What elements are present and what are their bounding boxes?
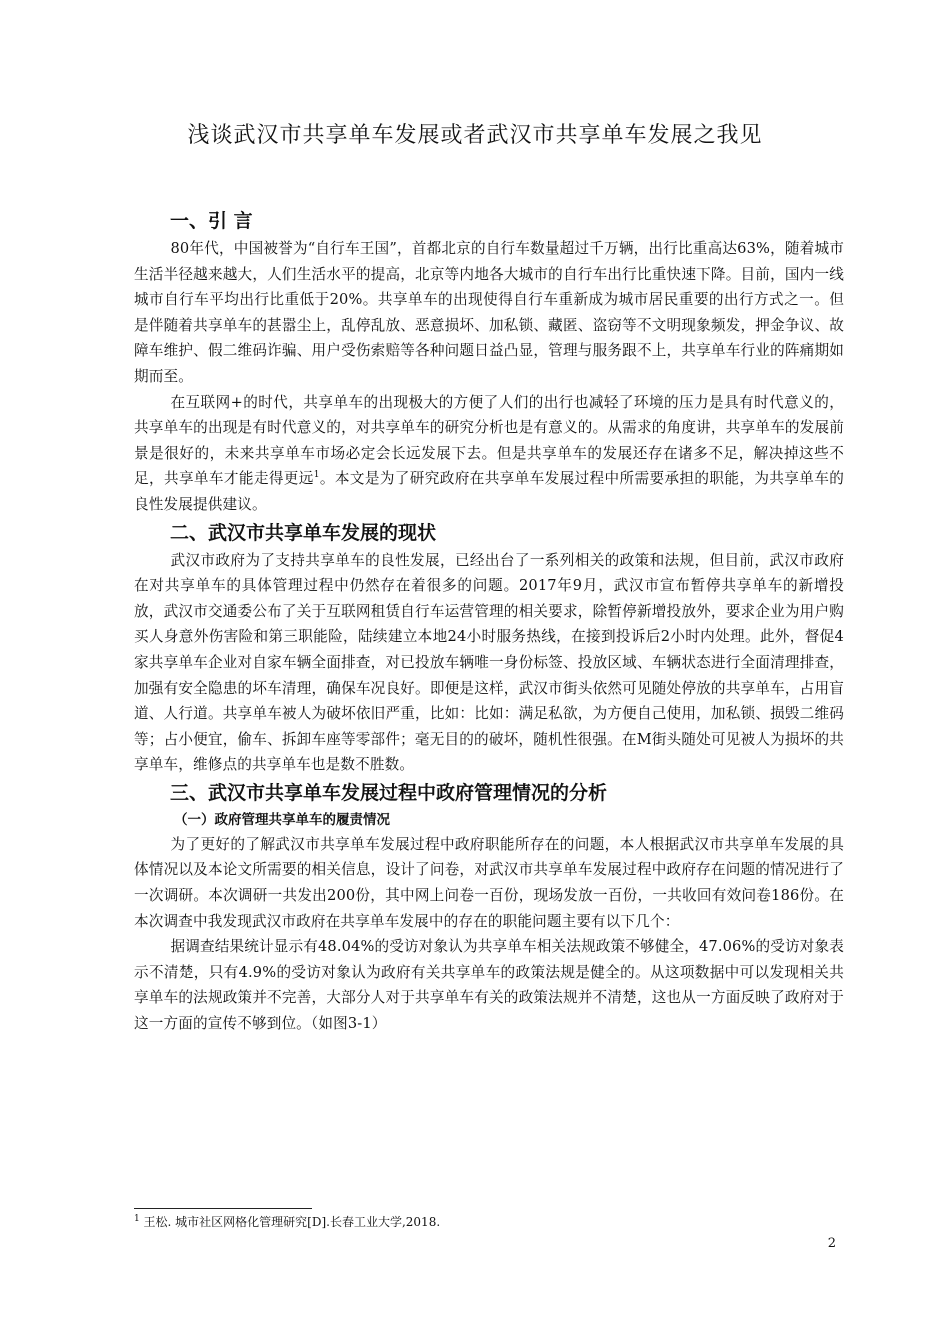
paragraph-text: 。本文是为了研究政府在共享单车发展过程中所需要承担的职能，为共享单车的良性发展提供建议。 [134, 470, 844, 513]
footnote-text: 王松. 城市社区网格化管理研究[D].长春工业大学,2018. [139, 1215, 441, 1229]
paragraph-text: 在互联网+的时代，共享单车的出现极大的方便了人们的出行也减轻了环境的压力是具有时代意义的，共享单车的出现是有时代意义的，对共享单车的研究分析也是有意义的。从需求的角度讲，共享单车的发展前景是很好的，未来共享单车市场必定会长远发展下去。但是共享单车的发展还存在诸多不足，解决掉这些不足，共享单车才能走得更远 [134, 393, 844, 488]
document-body [134, 206, 844, 1037]
subsection-heading: （一）政府管理共享单车的履责情况 [174, 811, 390, 828]
paragraph: 80年代，中国被誉为“自行车王国”，首都北京的自行车数量超过千万辆，出行比重高达63%，随着城市生活半径越来越大，人们生活水平的提高，北京等内地各大城市的自行车出行比重快速下降。目前，国内一线城市自行车平均出行比重低于20%。共享单车的出现使得自行车重新成为城市居民重要的出行方式之一。但是伴随着共享单车的甚嚣尘上，乱停乱放、恶意损坏、加私锁、藏匿、盗窃等不文明现象频发，押金争议、故障车维护、假二维码诈骗、用户受伤索赔等各种问题日益凸显，管理与服务跟不上，共享单车行业的阵痛期如期而至。 [134, 240, 844, 385]
section-current-status [134, 518, 844, 778]
footnote [134, 1214, 440, 1230]
paragraph: 据调查结果统计显示有48.04%的受访对象认为共享单车相关法规政策不够健全，47.06%的受访对象表示不清楚，只有4.9%的受访对象认为政府有关共享单车的政策法规是健全的。从这项数据中可以发现相关共享单车的法规政策并不完善，大部分人对于共享单车有关的政策法规并不清楚，这也从一方面反映了政府对于这一方面的宣传不够到位。（如图3-1） [134, 938, 844, 1033]
footnote-reference[interactable]: 1 [313, 470, 320, 481]
paragraph: 武汉市政府为了支持共享单车的良性发展，已经出台了一系列相关的政策和法规，但目前，武汉市政府在对共享单车的具体管理过程中仍然存在着很多的问题。2017年9月，武汉市宣布暂停共享单车的新增投放，武汉市交通委公布了关于互联网租赁自行车运营管理的相关要求，除暂停新增投放外，要求企业为用户购买人身意外伤害险和第三职能险，陆续建立本地24小时服务热线，在接到投诉后2小时内处理。此外，督促4家共享单车企业对自家车辆全面排查，对已投放车辆唯一身份标签、投放区域、车辆状态进行全面清理排查，加强有安全隐患的坏车清理，确保车况良好。即便是这样，武汉市街头依然可见随处停放的共享单车，占用盲道、人行道。共享单车被人为破坏依旧严重，比如：比如：满足私欲，为方便自己使用，加私锁、损毁二维码等；占小便宜，偷车、拆卸车座等零部件；毫无目的的破坏，随机性很强。在M街头随处可见被人为损坏的共享单车，维修点的共享单车也是数不胜数。 [134, 551, 844, 774]
section-government-analysis [134, 778, 844, 1037]
page-title: 浅谈武汉市共享单车发展或者武汉市共享单车发展之我见 [187, 123, 763, 148]
section-heading: 三、武汉市共享单车发展过程中政府管理情况的分析 [170, 781, 608, 804]
footnote-divider [134, 1208, 312, 1209]
section-introduction [134, 206, 844, 518]
section-heading: 一、引 言 [170, 210, 253, 232]
section-heading: 二、武汉市共享单车发展的现状 [170, 521, 437, 544]
paragraph [134, 390, 844, 518]
page-number: 2 [827, 1236, 836, 1251]
paragraph: 为了更好的了解武汉市共享单车发展过程中政府职能所存在的问题，本人根据武汉市共享单车发展的具体情况以及本论文所需要的相关信息，设计了问卷，对武汉市共享单车发展过程中政府存在问题的情况进行了一次调研。本次调研一共发出200份，其中网上问卷一百份，现场发放一百份，一共收回有效问卷186份。在本次调查中我发现武汉市政府在共享单车发展中的存在的职能问题主要有以下几个： [134, 835, 844, 930]
footnote-marker: 1 [134, 1214, 140, 1224]
